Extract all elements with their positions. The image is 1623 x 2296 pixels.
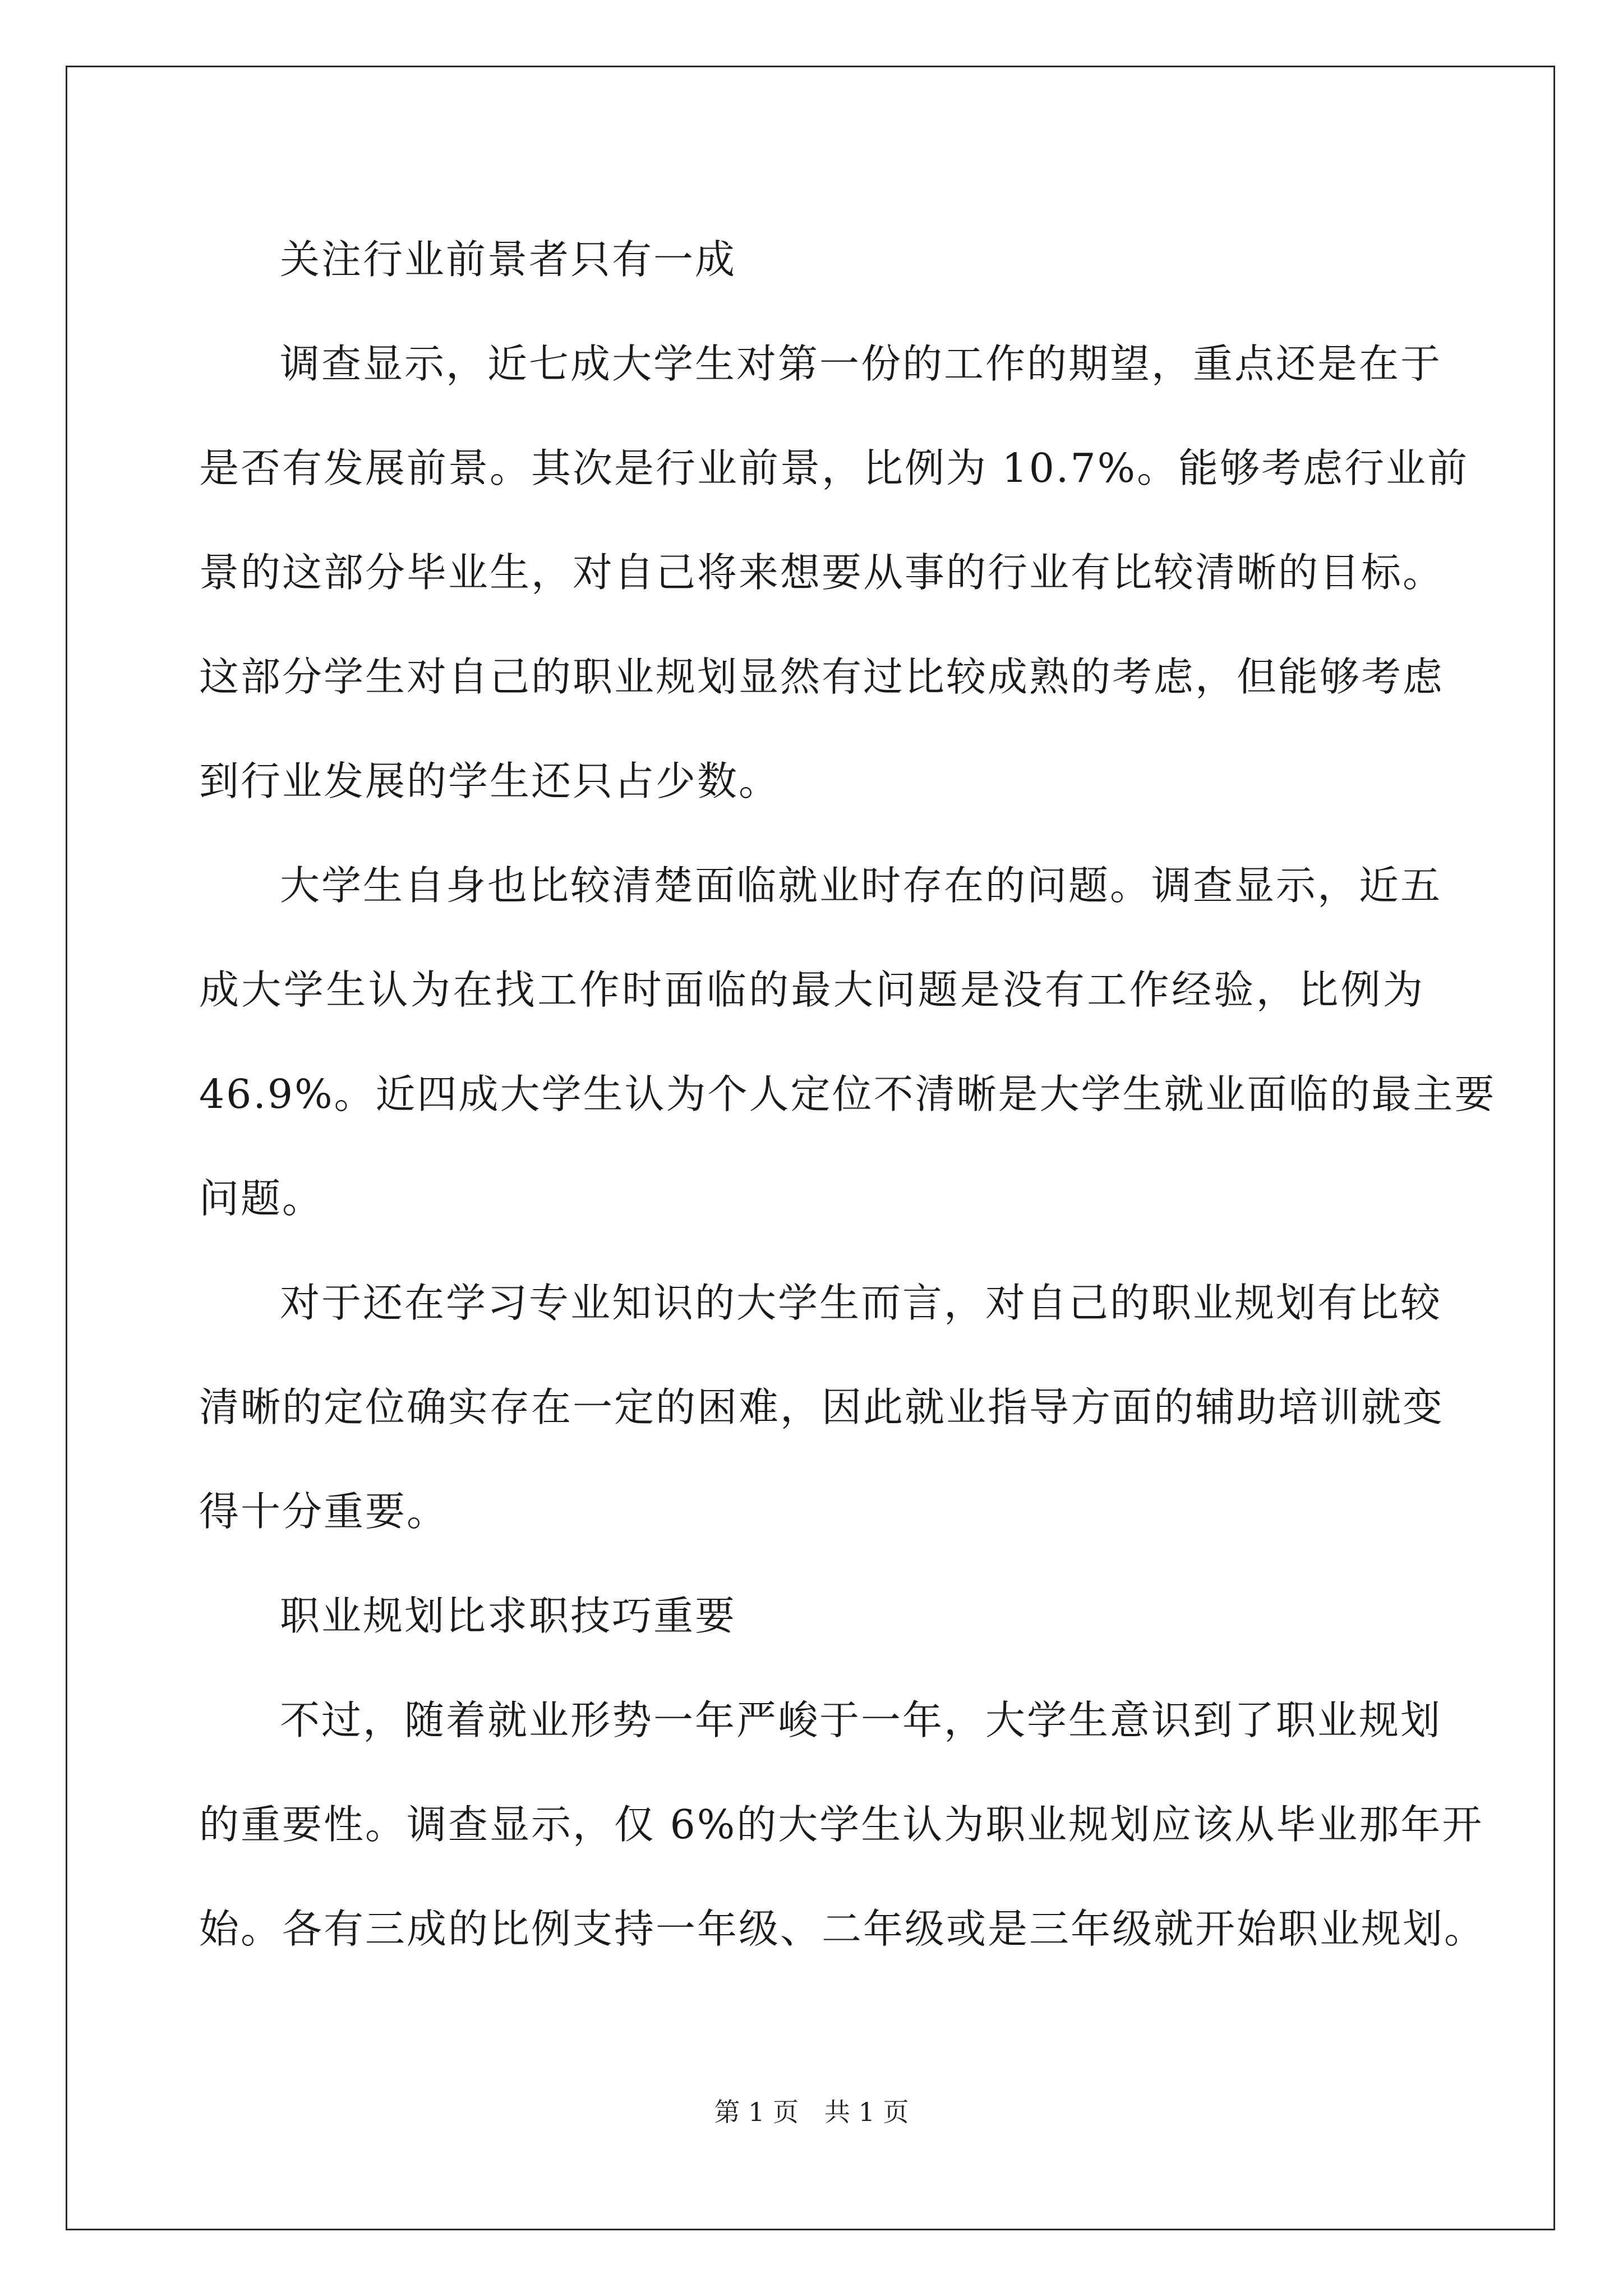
section-heading: 关注行业前景者只有一成	[280, 236, 737, 283]
text-line: 不过，随着就业形势一年严峻于一年，大学生意识到了职业规划	[280, 1697, 1442, 1743]
text-line: 到行业发展的学生还只占少数。	[199, 758, 781, 804]
document-body	[199, 208, 1496, 1981]
text-line: 景的这部分毕业生，对自己将来想要从事的行业有比较清晰的目标。	[199, 549, 1445, 596]
text-line: 是否有发展前景。其次是行业前景，比例为 10.7%。能够考虑行业前	[199, 445, 1469, 491]
text-line: 成大学生认为在找工作时面临的最大问题是没有工作经验，比例为	[199, 967, 1424, 1013]
text-line: 46.9%。近四成大学生认为个人定位不清晰是大学生就业面临的最主要	[199, 1071, 1496, 1117]
text-line: 这部分学生对自己的职业规划显然有过比较成熟的考虑，但能够考虑	[199, 654, 1445, 700]
text-line: 对于还在学习专业知识的大学生而言，对自己的职业规划有比较	[280, 1280, 1442, 1326]
section-heading: 职业规划比求职技巧重要	[280, 1593, 737, 1639]
text-line: 的重要性。调查显示，仅 6%的大学生认为职业规划应该从毕业那年开	[199, 1801, 1484, 1848]
text-line: 大学生自身也比较清楚面临就业时存在的问题。调查显示，近五	[280, 862, 1442, 909]
text-line: 调查显示，近七成大学生对第一份的工作的期望，重点还是在于	[280, 341, 1442, 387]
text-line: 始。各有三成的比例支持一年级、二年级或是三年级就开始职业规划。	[199, 1906, 1486, 1952]
page-footer: 第 1 页 共 1 页	[714, 2097, 909, 2127]
text-line: 清晰的定位确实存在一定的困难，因此就业指导方面的辅助培训就变	[199, 1384, 1445, 1430]
text-line: 得十分重要。	[199, 1488, 449, 1535]
text-line: 问题。	[199, 1175, 324, 1222]
